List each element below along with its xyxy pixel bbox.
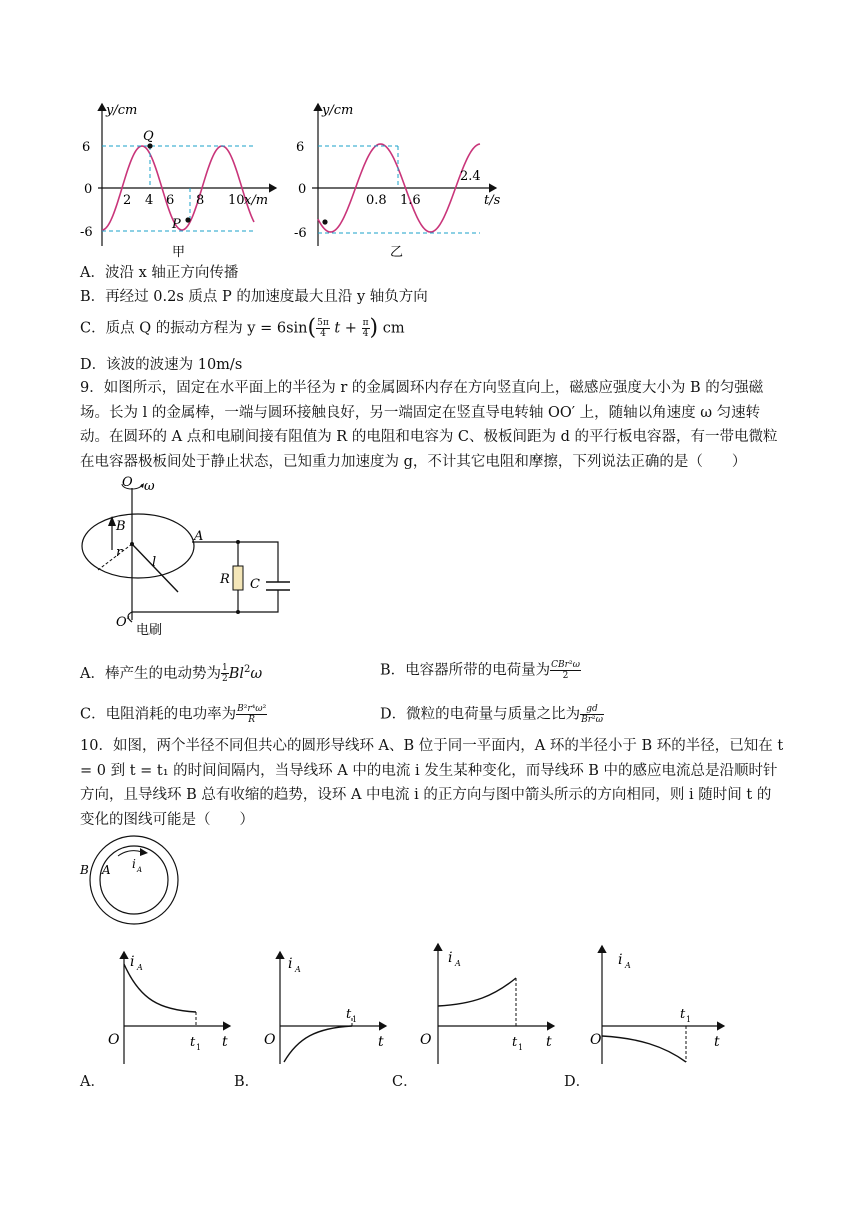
graph-jia	[80, 100, 290, 260]
label-capacitor: C	[250, 577, 260, 592]
y-tick: 6	[82, 140, 91, 155]
x-tick: 1.6	[400, 193, 421, 208]
label-resistor: R	[220, 572, 230, 587]
axis-i-sub: A	[295, 965, 301, 974]
current-label: i	[132, 857, 136, 871]
label-a: A	[194, 529, 204, 544]
t1: t	[346, 1007, 352, 1022]
q10-option-a: A．	[80, 1074, 105, 1090]
axis-i: i	[130, 954, 135, 970]
point-q-label: Q	[143, 129, 154, 144]
ring-b-label: B	[80, 863, 89, 877]
x-axis-label: t/s	[484, 193, 501, 208]
t1-sub: 1	[196, 1043, 202, 1052]
label-l: l	[152, 555, 157, 570]
caption-jia: 甲	[172, 245, 186, 260]
label-o-prime: O′	[116, 615, 130, 630]
t1-sub: 1	[352, 1015, 358, 1024]
q10-option-d: D．	[564, 1074, 591, 1090]
q10-stem: 10．如图，两个半径不同但共心的圆形导线环 A、B 位于同一平面内，A 环的半径小于 B 环的半径，已知在 t = 0 到 t = t₁ 的时间间隔内，当导线环 A 中的电流 i 发生某种变化，而导线环 B 中的感应电流总是沿顺时针方向，且导线环 B 总有收缩的趋势，设环 A 中电流 i 的正方向与图中箭头所示的方向相同，则 i 随时间 t 的变化的图线可能是（ ）	[80, 738, 784, 828]
q10-graph-d	[578, 942, 728, 1068]
y-tick: 0	[84, 182, 93, 197]
current-sub: A	[137, 866, 143, 874]
q8-option-d: D．该波的波速为 10m/s	[80, 357, 243, 373]
q9-option-c: C．电阻消耗的电功率为 $\frac{\text{B²r⁴ω²}}{R}$	[80, 704, 267, 725]
y-tick: 6	[296, 140, 305, 155]
axis-t: t	[222, 1034, 228, 1050]
q8-option-c: C．质点 Q 的振动方程为 y = 6sin( $\frac{5\pi}{4}$ t + $\frac{\pi}{4}$ ) cm	[80, 315, 405, 341]
x-tick: 8	[196, 193, 205, 208]
q9-option-a-prefix: A．棒产生的电动势为	[80, 665, 221, 682]
axis-i-sub: A	[455, 959, 461, 968]
q9-circuit-diagram	[80, 470, 300, 640]
q10-option-c: C．	[392, 1074, 418, 1090]
x-tick: 4	[145, 193, 154, 208]
q10-rings-diagram	[78, 832, 188, 932]
label-omega: ω	[144, 479, 155, 494]
y-tick: 0	[298, 182, 307, 197]
q9-option-b: B．电容器所带的电荷量为 $\frac{\text{CBr²ω}}{2}$	[380, 660, 580, 681]
q9-option-b-prefix: B．电容器所带的电荷量为	[380, 662, 551, 679]
origin: O	[264, 1032, 276, 1048]
axis-t: t	[378, 1034, 384, 1050]
q8-option-c-suffix: cm	[382, 320, 405, 337]
label-brush: 电刷	[136, 623, 163, 638]
t1: t	[680, 1007, 686, 1022]
label-r-radius: r	[116, 545, 123, 560]
origin: O	[108, 1032, 120, 1048]
axis-i: i	[288, 956, 293, 972]
q10-graph-b	[256, 948, 396, 1068]
q8-option-b: B．再经过 0.2s 质点 P 的加速度最大且沿 y 轴负方向	[80, 289, 428, 305]
axis-i-sub: A	[625, 961, 631, 970]
graph-yi	[290, 100, 510, 260]
y-tick: -6	[294, 226, 307, 241]
y-axis-label: y/cm	[322, 103, 354, 118]
t1-sub: 1	[518, 1043, 524, 1052]
label-o: O	[122, 475, 133, 490]
x-tick: 0.8	[366, 193, 387, 208]
q9-stem: 9．如图所示，固定在水平面上的半径为 r 的金属圆环内存在方向竖直向上，磁感应强度大小为 B 的匀强磁场。长为 l 的金属棒，一端与圆环接触良好，另一端固定在竖直导电转轴 OO′ 上，随轴以角速度 ω 匀速转动。在圆环的 A 点和电刷间接有阻值为 R 的电阻和电容为 C、极板间距为 d 的平行板电容器，有一带电微粒在电容器极板间处于静止状态，已知重力加速度为 g，不计其它电阻和摩擦，下列说法正确的是（ ）	[80, 380, 778, 470]
q9-option-d-prefix: D．微粒的电荷量与质量之比为	[380, 706, 581, 723]
axis-i: i	[448, 950, 453, 966]
origin: O	[590, 1032, 602, 1048]
x-tick: 2	[123, 193, 132, 208]
q8-option-c-prefix: C．质点 Q 的振动方程为 y = 6sin	[80, 320, 308, 337]
label-b: B	[116, 519, 126, 534]
q9-option-c-prefix: C．电阻消耗的电功率为	[80, 706, 237, 723]
caption-yi: 乙	[390, 245, 404, 260]
q8-option-a: A．波沿 x 轴正方向传播	[80, 265, 239, 281]
t1: t	[512, 1035, 518, 1050]
axis-t: t	[546, 1034, 552, 1050]
y-axis-label: y/cm	[106, 103, 138, 118]
q10-graph-a	[100, 948, 240, 1068]
t1-sub: 1	[686, 1015, 692, 1024]
axis-t: t	[714, 1034, 720, 1050]
y-tick: -6	[80, 225, 93, 240]
q9-option-d: D．微粒的电荷量与质量之比为 $\frac{gd}{\text{Br²ω}}$	[380, 704, 603, 725]
x-tick: 2.4	[460, 169, 481, 184]
x-tick: 6	[166, 193, 175, 208]
q10-option-b: B．	[234, 1074, 260, 1090]
q9-option-a: A．棒产生的电动势为 $\frac{1}{2}$ Bl$^2$ω	[80, 663, 263, 685]
ring-a-label: A	[102, 863, 111, 877]
t1: t	[190, 1035, 196, 1050]
axis-i: i	[618, 952, 623, 968]
point-p-label: P	[172, 217, 181, 232]
x-tick: 10	[228, 193, 245, 208]
q10-graph-c	[414, 940, 564, 1068]
x-axis-label: x/m	[244, 193, 269, 208]
axis-i-sub: A	[137, 963, 143, 972]
origin: O	[420, 1032, 432, 1048]
